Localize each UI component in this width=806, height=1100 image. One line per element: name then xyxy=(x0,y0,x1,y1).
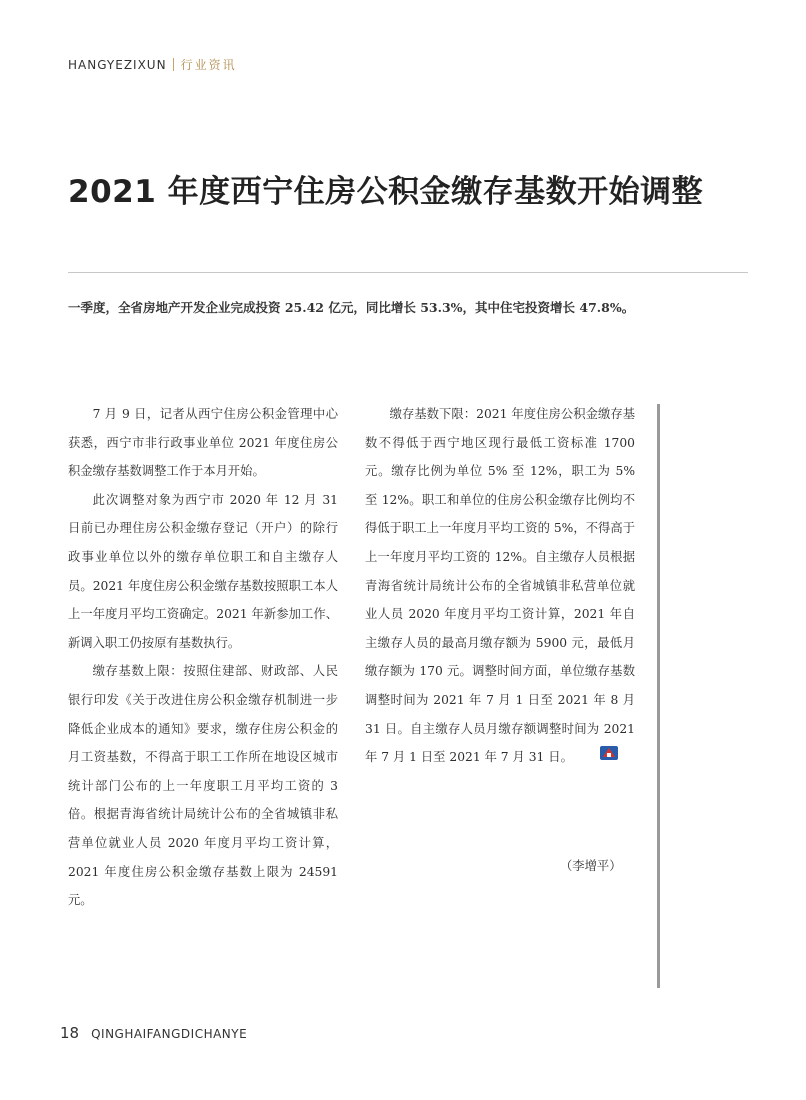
header-divider xyxy=(173,58,174,71)
magazine-logo-icon xyxy=(575,743,620,772)
text-column-left xyxy=(68,400,338,915)
paragraph: 7 月 9 日，记者从西宁住房公积金管理中心获悉，西宁市非行政事业单位 2021 年度住房公积金缴存基数调整工作于本月开始。 xyxy=(68,407,338,479)
paragraph-last xyxy=(365,400,635,772)
paragraph-text: 缴存基数下限：2021 年度住房公积金缴存基数不得低于西宁地区现行最低工资标准 1700 元。缴存比例为单位 5% 至 12%，职工为 5% 至 12%。职工和单位的住房公积金缴存比例均不得低于职工上一年度月平均工资的 5%，不得高于上一年度月平均工资的 12%。自主缴存人员根据青海省统计局统计公布的全省城镇非私营单位就业人员 2020 年度月平均工资计算，2021 年自主缴存人员的最高月缴存额为 5900 元，最低月缴存额为 170 元。调整时间方面，单位缴存基数调整时间为 2021 年 7 月 1 日至 2021 年 8 月 31 日。自主缴存人员月缴存额调整时间为 2021 年 7 月 1 日至 2021 年 7 月 31 日。 xyxy=(365,407,635,765)
text-column-right xyxy=(365,400,635,772)
column-accent-bar xyxy=(657,404,660,988)
article-lead: 一季度，全省房地产开发企业完成投资 25.42 亿元，同比增长 53.3%，其中住宅投资增长 47.8%。 xyxy=(68,300,635,315)
paragraph: 缴存基数上限：按照住建部、财政部、人民银行印发《关于改进住房公积金缴存机制进一步降低企业成本的通知》要求，缴存住房公积金的月工资基数，不得高于职工工作所在地设区城市统计部门公布的上一年度职工月平均工资的 3 倍。根据青海省统计局统计公布的全省城镇非私营单位就业人员 2020 年度月平均工资计算，2021 年度住房公积金缴存基数上限为 24591 元。 xyxy=(68,664,338,908)
section-label-cn: 行业资讯 xyxy=(180,58,237,72)
page-footer xyxy=(60,1024,247,1042)
title-divider xyxy=(68,272,748,273)
section-label-en: HANGYEZIXUN xyxy=(68,57,167,72)
section-header xyxy=(68,56,237,73)
article-title: 2021 年度西宁住房公积金缴存基数开始调整 xyxy=(68,174,704,210)
page-number: 18 xyxy=(60,1024,80,1042)
magazine-name: QINGHAIFANGDICHANYE xyxy=(91,1027,248,1041)
article-author: （李增平） xyxy=(560,859,622,873)
paragraph: 此次调整对象为西宁市 2020 年 12 月 31 日前已办理住房公积金缴存登记（开户）的除行政事业单位以外的缴存单位职工和自主缴存人员。2021 年度住房公积金缴存基数按照职工本人上一年度月平均工资确定。2021 年新参加工作、新调入职工仍按原有基数执行。 xyxy=(68,492,338,650)
